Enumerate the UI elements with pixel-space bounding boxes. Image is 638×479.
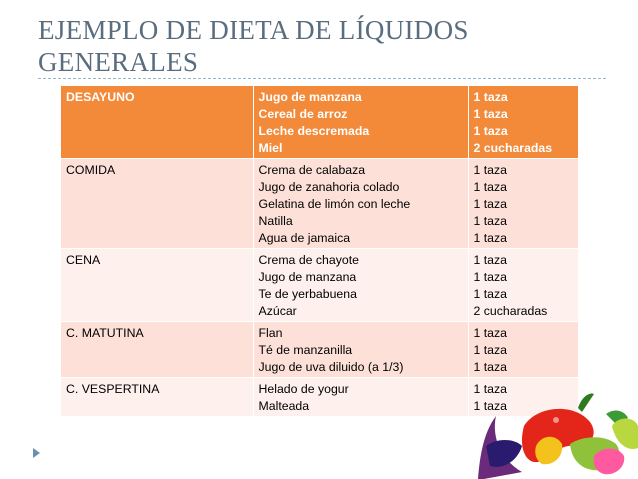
meal-label: C. VESPERTINA [66,382,160,396]
portion-item: 1 taza [473,287,507,301]
food-item: Te de yerbabuena [258,287,357,301]
food-item: Azúcar [258,304,297,318]
portion-item: 1 taza [473,399,507,413]
slide-title: EJEMPLO DE DIETA DE LÍQUIDOS GENERALES [38,15,469,77]
foods-cell [253,378,468,417]
table-row [61,322,578,378]
meal-cell [61,86,253,159]
food-item: Té de manzanilla [258,343,353,357]
meal-cell [61,159,253,249]
diet-table-body [61,86,578,417]
portions-cell [468,86,578,159]
food-item: Helado de yogur [258,382,349,396]
meal-label: C. MATUTINA [66,326,144,340]
foods-cell [253,322,468,378]
food-item: Leche descremada [258,124,370,138]
food-item: Jugo de uva diluido (a 1/3) [258,360,404,374]
diet-table [61,86,579,417]
portions-cell [468,159,578,249]
portion-item: 1 taza [473,214,507,228]
portion-item: 1 taza [473,326,507,340]
bullet-arrow-icon [33,448,40,458]
portion-item: 1 taza [473,90,508,104]
food-item: Gelatina de limón con leche [258,197,411,211]
foods-cell [253,86,468,159]
table-row [61,249,578,322]
meal-label: DESAYUNO [66,90,135,104]
food-item: Natilla [258,214,293,228]
food-item: Flan [258,326,283,340]
portion-item: 1 taza [473,253,507,267]
food-item: Jugo de manzana [258,270,357,284]
food-item: Crema de calabaza [258,163,366,177]
portion-item: 1 taza [473,231,507,245]
food-item: Jugo de zanahoria colado [258,180,400,194]
portion-item: 1 taza [473,124,508,138]
food-item: Agua de jamaica [258,231,351,245]
meal-cell [61,378,253,417]
portion-item: 1 taza [473,343,507,357]
meal-label: CENA [66,253,101,267]
portion-item: 1 taza [473,180,507,194]
table-row [61,159,578,249]
meal-label: COMIDA [66,163,116,177]
portion-item: 1 taza [473,163,507,177]
portion-item: 2 cucharadas [473,141,553,155]
portion-item: 1 taza [473,107,508,121]
meal-cell [61,322,253,378]
table-header-row [61,86,578,159]
food-item: Cereal de arroz [258,107,348,121]
portions-cell [468,249,578,322]
meal-cell [61,249,253,322]
portion-item: 2 cucharadas [473,304,548,318]
portion-item: 1 taza [473,197,507,211]
food-item: Crema de chayote [258,253,359,267]
food-item: Miel [258,141,283,155]
foods-cell [253,159,468,249]
food-item: Jugo de manzana [258,90,362,104]
portion-item: 1 taza [473,270,507,284]
title-divider [38,78,606,79]
foods-cell [253,249,468,322]
portion-item: 1 taza [473,360,507,374]
fruit-illustration [478,386,638,479]
portions-cell [468,322,578,378]
portion-item: 1 taza [473,382,507,396]
food-item: Malteada [258,399,310,413]
